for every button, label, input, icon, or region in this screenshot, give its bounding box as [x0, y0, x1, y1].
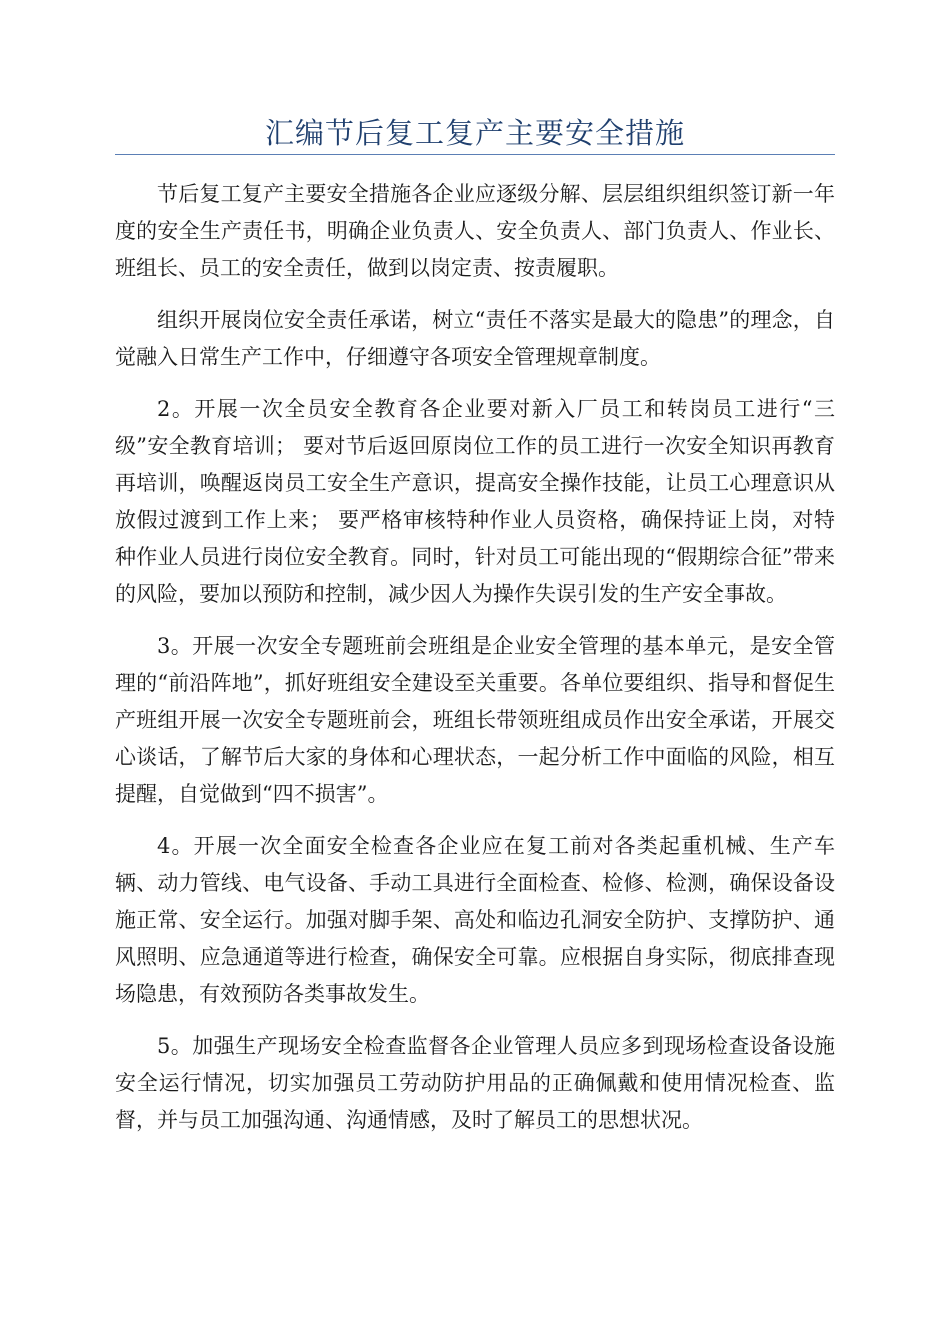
- document-body: [115, 176, 835, 1154]
- paragraph-item-4: 4。开展一次全面安全检查各企业应在复工前对各类起重机械、生产车辆、动力管线、电气设备、手动工具进行全面检查、检修、检测，确保设备设施正常、安全运行。加强对脚手架、高处和临边孔洞安全防护、支撑防护、通风照明、应急通道等进行检查，确保安全可靠。应根据自身实际，彻底排查现场隐患，有效预防各类事故发生。: [115, 834, 835, 1006]
- paragraph-commitment: 组织开展岗位安全责任承诺，树立“责任不落实是最大的隐患”的理念，自觉融入日常生产工作中，仔细遵守各项安全管理规章制度。: [115, 308, 835, 369]
- paragraph-item-2: 2。开展一次全员安全教育各企业要对新入厂员工和转岗员工进行“三级”安全教育培训； 要对节后返回原岗位工作的员工进行一次安全知识再教育再培训，唤醒返岗员工安全生产意识，提高安全操作技能，让员工心理意识从放假过渡到工作上来； 要严格审核特种作业人员资格，确保持证上岗，对特种作业人员进行岗位安全教育。同时，针对员工可能出现的“假期综合征”带来的风险，要加以预防和控制，减少因人为操作失误引发的生产安全事故。: [115, 397, 835, 606]
- title-underline: [115, 154, 835, 155]
- paragraph-item-5: 5。加强生产现场安全检查监督各企业管理人员应多到现场检查设备设施安全运行情况，切实加强员工劳动防护用品的正确佩戴和使用情况检查、监督，并与员工加强沟通、沟通情感，及时了解员工的思想状况。: [115, 1034, 835, 1132]
- document-title: 汇编节后复工复产主要安全措施: [264, 116, 685, 150]
- paragraph-item-3: 3。开展一次安全专题班前会班组是企业安全管理的基本单元，是安全管理的“前沿阵地”，抓好班组安全建设至关重要。各单位要组织、指导和督促生产班组开展一次安全专题班前会，班组长带领班组成员作出安全承诺，开展交心谈话，了解节后大家的身体和心理状态，一起分析工作中面临的风险，相互提醒，自觉做到“四不损害”。: [115, 634, 835, 806]
- paragraph-intro: 节后复工复产主要安全措施各企业应逐级分解、层层组织组织签订新一年度的安全生产责任书，明确企业负责人、安全负责人、部门负责人、作业长、班组长、员工的安全责任，做到以岗定责、按责履职。: [115, 182, 835, 280]
